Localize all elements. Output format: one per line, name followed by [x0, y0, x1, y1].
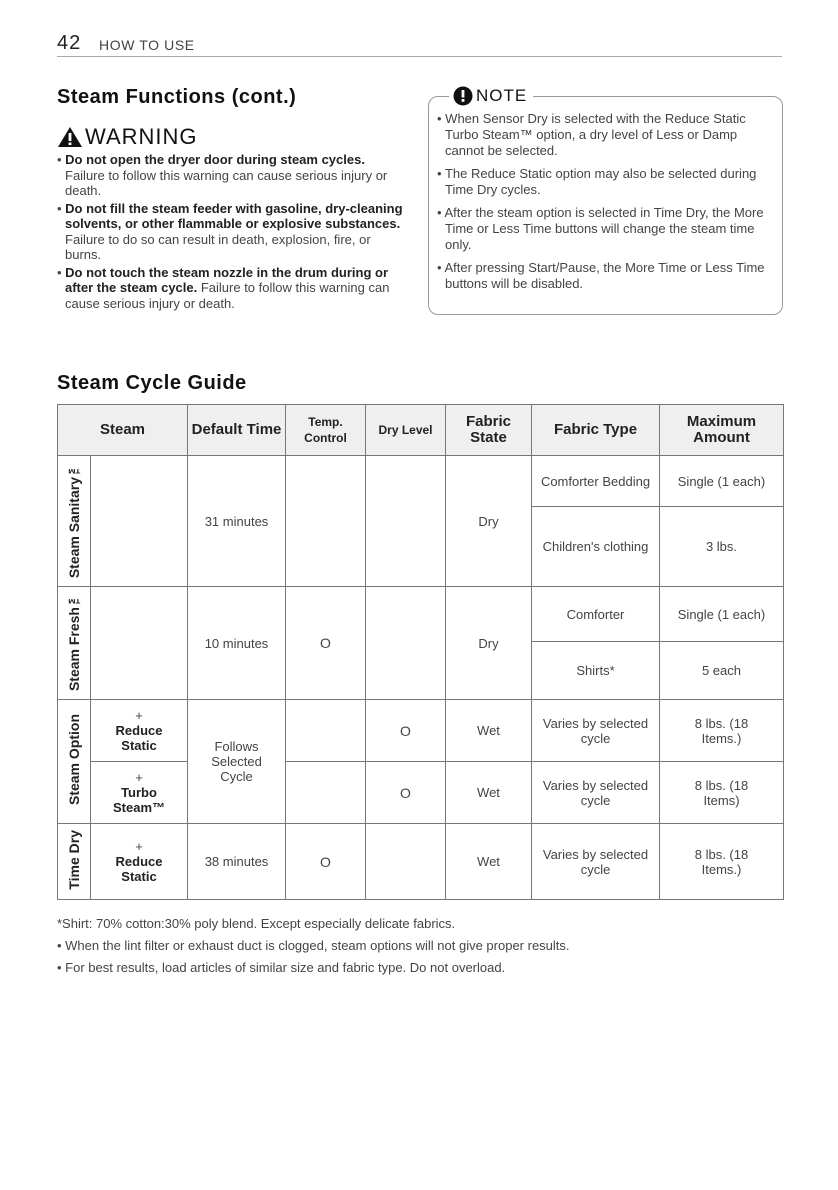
max-amount-cell: 5 each — [660, 642, 784, 700]
option-name: Reduce Static — [115, 854, 163, 884]
note-item: • The Reduce Static option may also be selected during Time Dry cycles. — [437, 166, 757, 197]
fabric-state-cell: Wet — [446, 700, 532, 762]
header-steam: Steam — [58, 405, 188, 456]
footnote-item: • For best results, load articles of similar size and fabric type. Do not overload. — [57, 960, 506, 975]
note-label: NOTE — [476, 86, 528, 105]
steam-cycle-table — [57, 404, 784, 900]
default-time-cell: 31 minutes — [188, 456, 286, 587]
note-heading — [449, 86, 533, 106]
fabric-type-cell: Children's clothing — [532, 507, 660, 587]
note-list — [435, 111, 775, 299]
plus-sign: + — [135, 770, 143, 785]
default-time-cell — [188, 700, 286, 824]
warning-icon — [57, 126, 83, 148]
group-label-fresh: Steam Fresh™ — [66, 591, 82, 692]
warning-list — [57, 152, 407, 313]
table-row — [58, 456, 784, 507]
header-dry-level: Dry Level — [366, 405, 446, 456]
table-cell — [91, 456, 188, 587]
warning-item-bold: Do not open the dryer door during steam cycles. — [65, 152, 365, 167]
dry-level-cell: O — [366, 700, 446, 762]
option-name: Reduce Static — [115, 723, 163, 753]
group-label-sanitary: Steam Sanitary™ — [66, 460, 82, 579]
guide-title: Steam Cycle Guide — [57, 372, 247, 394]
group-label-cell — [58, 456, 91, 587]
header-fabric-state: Fabric State — [446, 405, 532, 456]
warning-item-bold: Do not touch the steam nozzle in the drum during or after the steam cycle. — [65, 264, 389, 295]
temp-control-cell: O — [286, 824, 366, 900]
option-name: Turbo Steam™ — [112, 785, 166, 815]
table-cell — [286, 762, 366, 824]
group-label-cell — [58, 824, 91, 900]
fabric-state-cell: Dry — [446, 587, 532, 700]
fabric-type-cell: Comforter — [532, 587, 660, 642]
warning-item-text: Failure to follow this warning can cause serious injury or death. — [65, 280, 390, 311]
max-amount-text: 8 lbs. (18 Items.) — [694, 715, 749, 746]
group-label-cell — [58, 587, 91, 700]
table-row — [58, 762, 784, 824]
note-item: • When Sensor Dry is selected with the Reduce Static Turbo Steam™ option, a dry level of Less or Damp cannot be selected. — [437, 111, 746, 158]
warning-item-text: Failure to follow this warning can cause serious injury or death. — [65, 167, 388, 198]
temp-control-cell: O — [286, 587, 366, 700]
fabric-state-cell: Wet — [446, 762, 532, 824]
max-amount-cell — [660, 762, 784, 824]
note-box — [428, 86, 783, 315]
max-amount-cell — [660, 824, 784, 900]
note-item-text: The Reduce Static option may also be selected during Time Dry cycles. — [444, 166, 757, 197]
fabric-type-text: Varies by selected cycle — [542, 777, 649, 808]
note-item-text: When Sensor Dry is selected with the Reduce Static Turbo Steam™ option, a dry level of Less or Damp cannot be selected. — [445, 111, 746, 158]
header-fabric-type: Fabric Type — [532, 405, 660, 456]
table-row — [58, 824, 784, 900]
default-time-text: Follows Selected Cycle — [211, 739, 262, 784]
table-cell — [286, 700, 366, 762]
option-cell — [91, 762, 188, 824]
page-number: 42 — [57, 32, 82, 54]
group-label-option: Steam Option — [66, 714, 82, 806]
fabric-state-cell: Dry — [446, 456, 532, 587]
table-row — [58, 700, 784, 762]
fabric-type-cell — [532, 762, 660, 824]
header-temp-control: Temp. Control — [286, 405, 366, 456]
max-amount-cell — [660, 700, 784, 762]
table-row — [58, 587, 784, 642]
option-cell — [91, 700, 188, 762]
note-item-text: After pressing Start/Pause, the More Time or Less Time buttons will be disabled. — [444, 260, 765, 291]
footnote-item: • When the lint filter or exhaust duct is clogged, steam options will not give proper results. — [57, 938, 570, 953]
footnotes — [57, 913, 787, 979]
max-amount-cell: Single (1 each) — [660, 587, 784, 642]
table-header-row — [58, 405, 784, 456]
warning-item-bold: Do not fill the steam feeder with gasoline, dry-cleaning solvents, or other flammable or explosive substances. — [65, 200, 403, 231]
info-icon — [453, 86, 473, 106]
warning-heading — [57, 124, 198, 150]
fabric-type-cell: Shirts* — [532, 642, 660, 700]
header-maximum-amount: Maximum Amount — [660, 405, 784, 456]
default-time-cell: 10 minutes — [188, 587, 286, 700]
table-cell — [286, 456, 366, 587]
fabric-type-cell — [532, 700, 660, 762]
warning-item: • Do not open the dryer door during steam cycles. Failure to follow this warning can cause serious injury or death. — [57, 152, 388, 198]
section-heading: Steam Functions (cont.) — [57, 86, 297, 108]
header-default-time: Default Time — [188, 405, 286, 456]
footnote-item: *Shirt: 70% cotton:30% poly blend. Except especially delicate fabrics. — [57, 916, 456, 931]
note-item-text: After the steam option is selected in Time Dry, the More Time or Less Time buttons will change the steam time only. — [444, 205, 764, 252]
table-cell — [366, 587, 446, 700]
section-title: HOW TO USE — [99, 37, 195, 53]
table-cell — [366, 456, 446, 587]
fabric-type-cell: Comforter Bedding — [532, 456, 660, 507]
option-cell — [91, 824, 188, 900]
group-label-cell — [58, 700, 91, 824]
dry-level-cell: O — [366, 762, 446, 824]
max-amount-text: 8 lbs. (18 Items.) — [694, 846, 749, 877]
table-cell — [366, 824, 446, 900]
plus-sign: + — [135, 708, 143, 723]
group-label-timedry: Time Dry — [66, 830, 82, 890]
table-cell — [91, 587, 188, 700]
note-item: • After the steam option is selected in Time Dry, the More Time or Less Time buttons will change the steam time only. — [437, 205, 764, 252]
warning-label: WARNING — [85, 124, 198, 149]
fabric-type-text: Varies by selected cycle — [542, 715, 649, 746]
max-amount-text: 8 lbs. (18 Items) — [694, 777, 749, 808]
warning-item: • Do not touch the steam nozzle in the drum during or after the steam cycle. Failure to follow this warning can cause serious injury or death. — [57, 264, 390, 311]
note-item: • After pressing Start/Pause, the More Time or Less Time buttons will be disabled. — [437, 260, 765, 291]
fabric-state-cell: Wet — [446, 824, 532, 900]
page-header — [57, 30, 782, 57]
default-time-cell: 38 minutes — [188, 824, 286, 900]
plus-sign: + — [135, 839, 143, 854]
fabric-type-cell — [532, 824, 660, 900]
warning-item-text: Failure to do so can result in death, explosion, fire, or burns. — [65, 231, 371, 262]
warning-item: • Do not fill the steam feeder with gasoline, dry-cleaning solvents, or other flammable or explosive substances. Failure to do so can result in death, explosion, fire, or burns. — [57, 200, 403, 262]
max-amount-cell: Single (1 each) — [660, 456, 784, 507]
max-amount-cell: 3 lbs. — [660, 507, 784, 587]
fabric-type-text: Varies by selected cycle — [542, 846, 649, 877]
